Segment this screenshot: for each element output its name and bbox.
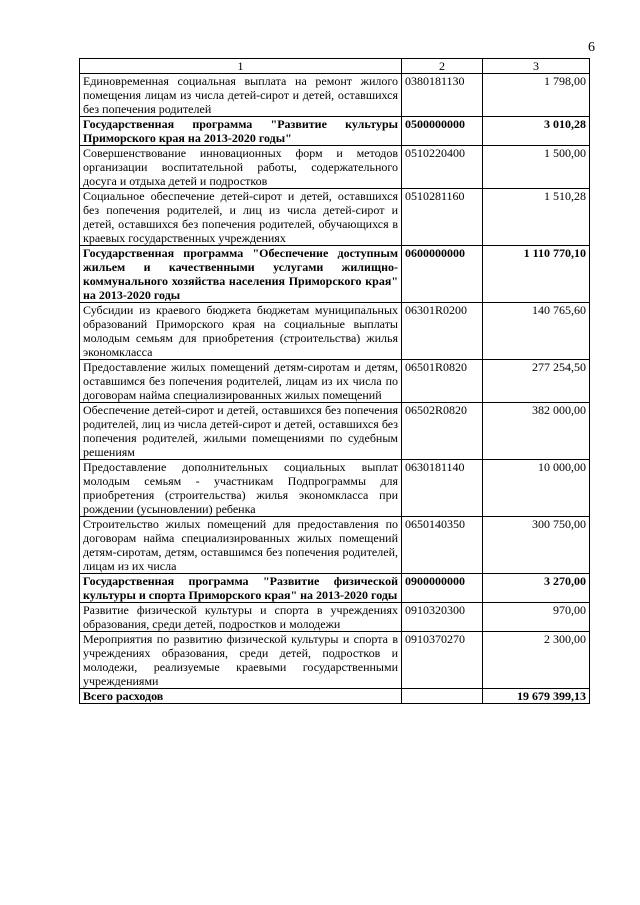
table-row xyxy=(80,517,590,574)
amount-cell: 3 270,00 xyxy=(483,574,590,603)
code-cell: 06301R0200 xyxy=(402,303,483,360)
amount-cell: 3 010,28 xyxy=(483,117,590,146)
name-cell: Развитие физической культуры и спорта в учреждениях образования, среди детей, подростков и молодежи xyxy=(80,603,402,632)
name-cell: Обеспечение детей-сирот и детей, оставшихся без попечения родителей, лиц из числа детей-сирот и детей, оставшихся без попечения родителей, жилыми помещениями по судебным решениям xyxy=(80,403,402,460)
name-cell: Строительство жилых помещений для предоставления по договорам найма специализированных жилых помещений детям-сиротам, детям, оставшимся без попечения родителей, лицам из их числа xyxy=(80,517,402,574)
name-cell: Мероприятия по развитию физической культуры и спорта в учреждениях образования, среди детей, подростков и молодежи, реализуемые краевыми государственными учреждениями xyxy=(80,632,402,689)
name-cell: Совершенствование инновационных форм и методов организации воспитательной работы, содержательного досуга и отдыха детей и подростков xyxy=(80,146,402,189)
code-cell: 0630181140 xyxy=(402,460,483,517)
name-cell: Государственная программа "Обеспечение доступным жильем и качественными услугами жилищно-коммунального хозяйства населения Приморского края" на 2013-2020 годы xyxy=(80,246,402,303)
table-row xyxy=(80,574,590,603)
name-cell: Единовременная социальная выплата на ремонт жилого помещения лицам из числа детей-сирот и детей, оставшихся без попечения родителей xyxy=(80,74,402,117)
table-row xyxy=(80,403,590,460)
amount-cell: 300 750,00 xyxy=(483,517,590,574)
header-cell-3: 3 xyxy=(483,59,590,74)
header-cell-1: 1 xyxy=(80,59,402,74)
amount-cell: 140 765,60 xyxy=(483,303,590,360)
table-row xyxy=(80,189,590,246)
budget-table xyxy=(79,58,590,704)
code-cell: 0650140350 xyxy=(402,517,483,574)
name-cell: Предоставление жилых помещений детям-сиротам и детям, оставшимся без попечения родителей, лицам из их числа по договорам найма специализированных жилых помещений xyxy=(80,360,402,403)
table-row xyxy=(80,146,590,189)
code-cell: 06502R0820 xyxy=(402,403,483,460)
name-cell: Государственная программа "Развитие культуры Приморского края на 2013-2020 годы" xyxy=(80,117,402,146)
amount-cell: 970,00 xyxy=(483,603,590,632)
table-row xyxy=(80,689,590,704)
name-cell: Государственная программа "Развитие физической культуры и спорта Приморского края" на 2013-2020 годы xyxy=(80,574,402,603)
table-row xyxy=(80,460,590,517)
code-cell: 0600000000 xyxy=(402,246,483,303)
table-row xyxy=(80,632,590,689)
amount-cell: 1 110 770,10 xyxy=(483,246,590,303)
amount-cell: 277 254,50 xyxy=(483,360,590,403)
table-header-row xyxy=(80,59,590,74)
code-cell: 0910320300 xyxy=(402,603,483,632)
amount-cell: 2 300,00 xyxy=(483,632,590,689)
amount-cell: 1 798,00 xyxy=(483,74,590,117)
amount-cell: 1 510,28 xyxy=(483,189,590,246)
page-number: 6 xyxy=(588,40,595,55)
table-row xyxy=(80,246,590,303)
amount-cell: 382 000,00 xyxy=(483,403,590,460)
table-row xyxy=(80,360,590,403)
table-row xyxy=(80,74,590,117)
amount-cell: 10 000,00 xyxy=(483,460,590,517)
name-cell: Социальное обеспечение детей-сирот и детей, оставшихся без попечения родителей, и лиц из числа детей-сирот и детей, оставшихся без попечения родителей, обучающихся в краевых государственных учреждениях xyxy=(80,189,402,246)
code-cell: 0510220400 xyxy=(402,146,483,189)
table-row xyxy=(80,117,590,146)
budget-table-body xyxy=(80,59,590,704)
table-row xyxy=(80,603,590,632)
amount-cell: 19 679 399,13 xyxy=(483,689,590,704)
code-cell xyxy=(402,689,483,704)
code-cell: 06501R0820 xyxy=(402,360,483,403)
amount-cell: 1 500,00 xyxy=(483,146,590,189)
code-cell: 0380181130 xyxy=(402,74,483,117)
code-cell: 0900000000 xyxy=(402,574,483,603)
name-cell: Предоставление дополнительных социальных выплат молодым семьям - участникам Подпрограммы для приобретения (строительства) жилья экономкласса при рождении (усыновлении) ребенка xyxy=(80,460,402,517)
code-cell: 0510281160 xyxy=(402,189,483,246)
name-cell: Всего расходов xyxy=(80,689,402,704)
code-cell: 0500000000 xyxy=(402,117,483,146)
table-row xyxy=(80,303,590,360)
header-cell-2: 2 xyxy=(402,59,483,74)
code-cell: 0910370270 xyxy=(402,632,483,689)
name-cell: Субсидии из краевого бюджета бюджетам муниципальных образований Приморского края на социальные выплаты молодым семьям для приобретения (строительства) жилья экономкласса xyxy=(80,303,402,360)
